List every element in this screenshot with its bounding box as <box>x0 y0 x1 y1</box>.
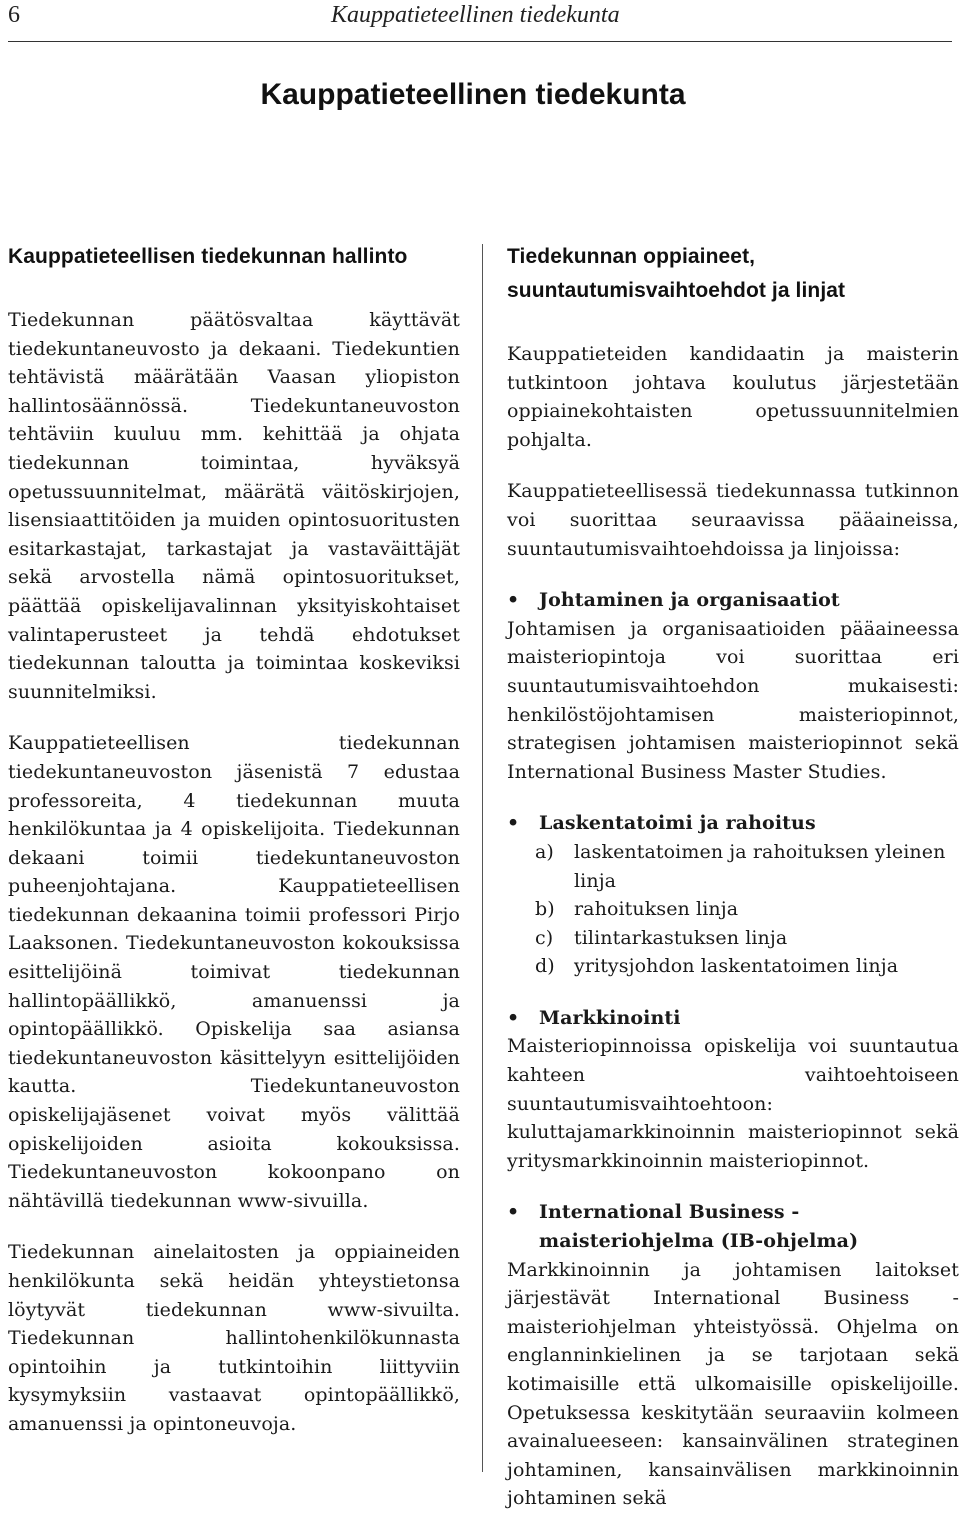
paragraph-council-members: Kauppatieteellisen tiedekunnan tiedekuntaneuvoston jäsenistä 7 edustaa professoreita, 4 tiedekunnan muuta henkilökuntaa ja 4 opiskelijoita. Tiedekunnan dekaani toimii tiedekuntaneuvoston puheenjohtajana. Kauppatieteellisen tiedekunnan dekaanina toimii professori Pirjo Laaksonen. Tiedekuntaneuvoston kokouksissa esittelijöinä toimivat tiedekunnan hallintopäällikkö, amanuenssi ja opintopäällikkö. Opiskelija saa asiansa tiedekuntaneuvoston käsittelyyn esittelijöiden kautta. Tiedekuntaneuvoston opiskelijajäsenet voivat myös välittää opiskelijoiden asioita kokouksissa. Tiedekuntaneuvoston kokoonpano on nähtävillä tiedekunnan www-sivuilla. <box>8 732 460 1212</box>
bullet-icon: • <box>507 1201 520 1224</box>
subject-title: • Johtaminen ja organisaatiot <box>507 586 959 615</box>
paragraph-degree-intro: Kauppatieteiden kandidaatin ja maisterin tutkintoon johtava koulutus järjestetään oppiainekohtaisten opetussuunnitelmien pohjalta. <box>507 343 959 451</box>
column-divider <box>482 244 483 1472</box>
subject-laskentatoimi <box>507 809 959 981</box>
subject-title: • Markkinointi <box>507 1004 959 1033</box>
subject-markkinointi <box>507 1004 959 1176</box>
running-title: Kauppatieteellinen tiedekunta <box>331 2 620 28</box>
subject-johtaminen <box>507 586 959 786</box>
page-number: 6 <box>8 2 20 28</box>
track-item: d) yritysjohdon laskentatoimen linja <box>535 955 899 978</box>
page-title: Kauppatieteellinen tiedekunta <box>260 78 686 111</box>
section-heading-hallinto: Kauppatieteellisen tiedekunnan hallinto <box>8 245 408 268</box>
bullet-icon: • <box>507 812 520 835</box>
left-column <box>8 240 460 1462</box>
track-item: a) laskentatoimen ja rahoituksen yleinen linja <box>535 840 946 892</box>
track-list <box>507 838 959 981</box>
right-column <box>507 240 959 1536</box>
paragraph-decision-power: Tiedekunnan päätösvaltaa käyttävät tiedekuntaneuvosto ja dekaani. Tiedekuntien tehtävistä määrätään Vaasan yliopiston hallintosäännössä. Tiedekuntaneuvoston tehtäviin kuuluu mm. kehittää ja ohjata tiedekunnan toimintaa, hyväksyä opetussuunnitelmat, määrätä väitöskirjojen, lisensiaattitöiden ja muiden opintosuoritusten esitarkastajat, tarkastajat ja vastaväittäjät sekä arvostella nämä opintosuoritukset, päättää opiskelijavalinnan yksityiskohtaiset valintaperusteet ja tehdä ehdotukset tiedekunnan taloutta ja toimintaa koskeviksi suunnitelmiksi. <box>8 309 460 703</box>
paragraph-staff-contacts: Tiedekunnan ainelaitosten ja oppiaineiden henkilökunta sekä heidän yhteystietonsa löytyvät tiedekunnan www-sivuilta. Tiedekunnan hallintohenkilökunnasta opintoihin ja tutkintoihin liittyviin kysymyksiin vastaavat opintopäällikkö, amanuenssi ja opintoneuvoja. <box>8 1241 460 1435</box>
paragraph-majors-intro: Kauppatieteellisessä tiedekunnassa tutkinnon voi suorittaa seuraavissa pääaineissa, suuntautumisvaihtoehdoissa ja linjoissa: <box>507 480 959 560</box>
header-rule <box>8 41 952 42</box>
subject-body: Markkinoinnin ja johtamisen laitokset järjestävät International Business -maisteriohjelman yhteistyössä. Ohjelma on englanninkielinen ja se tarjotaan sekä kotimaisille että ulkomaisille opiskelijoille. Opetuksessa keskitytään seuraaviin kolmeen avainalueeseen: kansainvälinen strateginen johtaminen, kansainvälisen markkinoinnin johtaminen sekä <box>507 1258 959 1510</box>
section-heading-oppiaineet: Tiedekunnan oppiaineet, suuntautumisvaihtoehdot ja linjat <box>507 245 846 302</box>
track-item: c) tilintarkastuksen linja <box>535 926 788 949</box>
subject-body: Maisteriopinnoissa opiskelija voi suuntautua kahteen vaihtoehtoiseen suuntautumisvaihtoehtoon: kuluttajamarkkinoinnin maisteriopinnot sekä yritysmarkkinoinnin maisteriopinnot. <box>507 1035 959 1172</box>
page-header <box>0 0 960 44</box>
subject-title: • Laskentatoimi ja rahoitus <box>507 809 959 838</box>
subject-title: • International Business -maisteriohjelma (IB-ohjelma) <box>507 1198 959 1255</box>
subject-ib-ohjelma <box>507 1198 959 1513</box>
bullet-icon: • <box>507 1006 520 1029</box>
track-item: b) rahoituksen linja <box>535 898 739 921</box>
subject-body: Johtamisen ja organisaatioiden pääaineessa maisteriopintoja voi suorittaa eri suuntautumisvaihtoehdon mukaisesti: henkilöstöjohtamisen maisteriopinnot, strategisen johtamisen maisteriopinnot sekä International Business Master Studies. <box>507 617 959 783</box>
bullet-icon: • <box>507 589 520 612</box>
